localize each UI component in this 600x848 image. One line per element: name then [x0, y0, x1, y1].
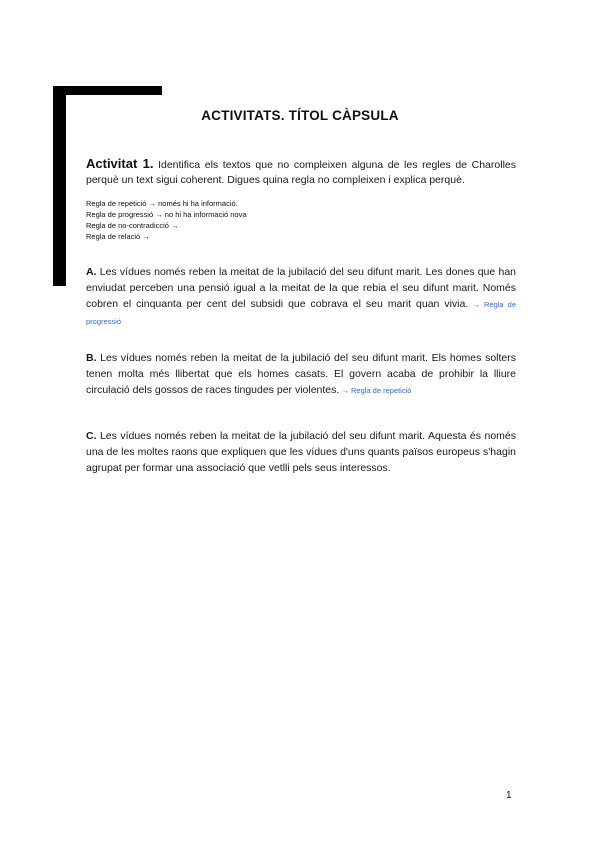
- decorative-bracket-vertical: [53, 86, 66, 286]
- rule-item: Regla de repetició → només hi ha informació.: [86, 199, 238, 208]
- paragraph-b-letter: B.: [86, 352, 97, 364]
- page-number: 1: [506, 790, 512, 801]
- paragraph-a-letter: A.: [86, 266, 97, 278]
- paragraph-c: [86, 428, 516, 476]
- paragraph-a: [86, 264, 516, 330]
- paragraph-a-answer: → Regla de progressió: [86, 300, 516, 326]
- activity-text: Identifica els textos que no compleixen alguna de les regles de Charolles perquè un text sigui coherent. Digues quina regla no compleixen i explica perquè.: [86, 159, 516, 186]
- paragraph-b-text: Les vídues només reben la meitat de la jubilació del seu difunt marit. Els homes solters tenen molta més llibertat que els homes casats. El govern acaba de prohibir la lliure circulació dels gossos de races tingudes per violentes.: [86, 352, 516, 396]
- paragraph-b: [86, 350, 516, 399]
- activity-label: Activitat 1.: [86, 156, 154, 171]
- page-title: ACTIVITATS. TÍTOL CÀPSULA: [201, 108, 399, 123]
- rules-list: [86, 198, 386, 242]
- paragraph-a-text: Les vídues només reben la meitat de la jubilació del seu difunt marit. Les dones que han enviudat perceben una pensió igual a la meitat de la que rebia el seu difunt marit. Només cobren el cinquanta per cent del subsidi que cobrava el seu marit quan vivia.: [86, 266, 516, 310]
- paragraph-c-letter: C.: [86, 430, 97, 442]
- paragraph-c-text: Les vídues només reben la meitat de la jubilació del seu difunt marit. Aquesta és només una de les moltes raons que expliquen que les vídues d'uns quants països europeus s'hagin agrupat per formar una associació que vetlli pels seus interessos.: [86, 430, 516, 474]
- rule-item: Regla de no-contradicció →: [86, 221, 179, 230]
- rule-item: Regla de progressió → no hi ha informació nova: [86, 210, 247, 219]
- paragraph-b-answer: → Regla de repetició: [339, 386, 412, 395]
- decorative-bracket-horizontal: [53, 86, 162, 95]
- activity-instructions: [86, 156, 516, 188]
- rule-item: Regla de relació →: [86, 232, 150, 241]
